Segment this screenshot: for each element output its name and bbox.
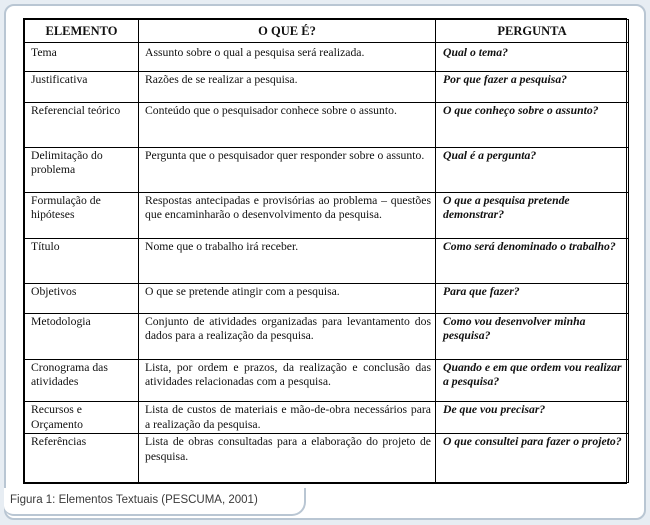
cell-pergunta: Quando e em que ordem vou realizar a pesquisa? [436,359,629,402]
cell-elemento: Objetivos [25,284,139,314]
header-o-que-e: O QUE É? [139,20,436,43]
cell-pergunta: O que a pesquisa pretende demonstrar? [436,192,629,238]
table-row [25,71,629,103]
cell-o-que-e: Lista, por ordem e prazos, da realização e conclusão das atividades relacionadas com a pesquisa. [139,359,436,402]
cell-o-que-e: Pergunta que o pesquisador quer responder sobre o assunto. [139,147,436,192]
table-row [25,434,629,483]
cell-elemento: Referências [25,434,139,483]
table-row [25,192,629,238]
table-row [25,359,629,402]
cell-o-que-e: Conteúdo que o pesquisador conhece sobre o assunto. [139,103,436,148]
cell-pergunta: Para que fazer? [436,284,629,314]
cell-pergunta: De que vou precisar? [436,402,629,434]
cell-elemento: Metodologia [25,313,139,359]
figure-caption: Figura 1: Elementos Textuais (PESCUMA, 2001) [10,494,258,506]
cell-o-que-e: Lista de obras consultadas para a elaboração do projeto de pesquisa. [139,434,436,483]
cell-elemento: Justificativa [25,71,139,103]
cell-o-que-e: Respostas antecipadas e provisórias ao problema – questões que encaminharão o desenvolvimento da pesquisa. [139,192,436,238]
cell-o-que-e: Nome que o trabalho irá receber. [139,238,436,284]
cell-o-que-e: O que se pretende atingir com a pesquisa. [139,284,436,314]
cell-pergunta: Qual o tema? [436,43,629,72]
cell-elemento: Tema [25,43,139,72]
table-row [25,284,629,314]
header-elemento: ELEMENTO [25,20,139,43]
cell-o-que-e: Lista de custos de materiais e mão-de-obra necessários para a realização da pesquisa. [139,402,436,434]
header-pergunta: PERGUNTA [436,20,629,43]
cell-elemento: Referencial teórico [25,103,139,148]
table-row [25,103,629,148]
cell-pergunta: O que consultei para fazer o projeto? [436,434,629,483]
elements-table-container [23,18,627,484]
cell-o-que-e: Conjunto de atividades organizadas para levantamento dos dados para a realização da pesquisa. [139,313,436,359]
cell-o-que-e: Razões de se realizar a pesquisa. [139,71,436,103]
cell-pergunta: Como vou desenvolver minha pesquisa? [436,313,629,359]
cell-elemento: Delimitação do problema [25,147,139,192]
table-row [25,238,629,284]
cell-elemento: Recursos e Orçamento [25,402,139,434]
table-header-row [25,20,629,43]
cell-o-que-e: Assunto sobre o qual a pesquisa será realizada. [139,43,436,72]
cell-elemento: Formulação de hipóteses [25,192,139,238]
table-row [25,147,629,192]
cell-elemento: Cronograma das atividades [25,359,139,402]
cell-pergunta: Qual é a pergunta? [436,147,629,192]
cell-pergunta: Como será denominado o trabalho? [436,238,629,284]
cell-pergunta: O que conheço sobre o assunto? [436,103,629,148]
table-row [25,313,629,359]
cell-pergunta: Por que fazer a pesquisa? [436,71,629,103]
elements-table [24,19,629,483]
table-row [25,43,629,72]
table-row [25,402,629,434]
cell-elemento: Título [25,238,139,284]
